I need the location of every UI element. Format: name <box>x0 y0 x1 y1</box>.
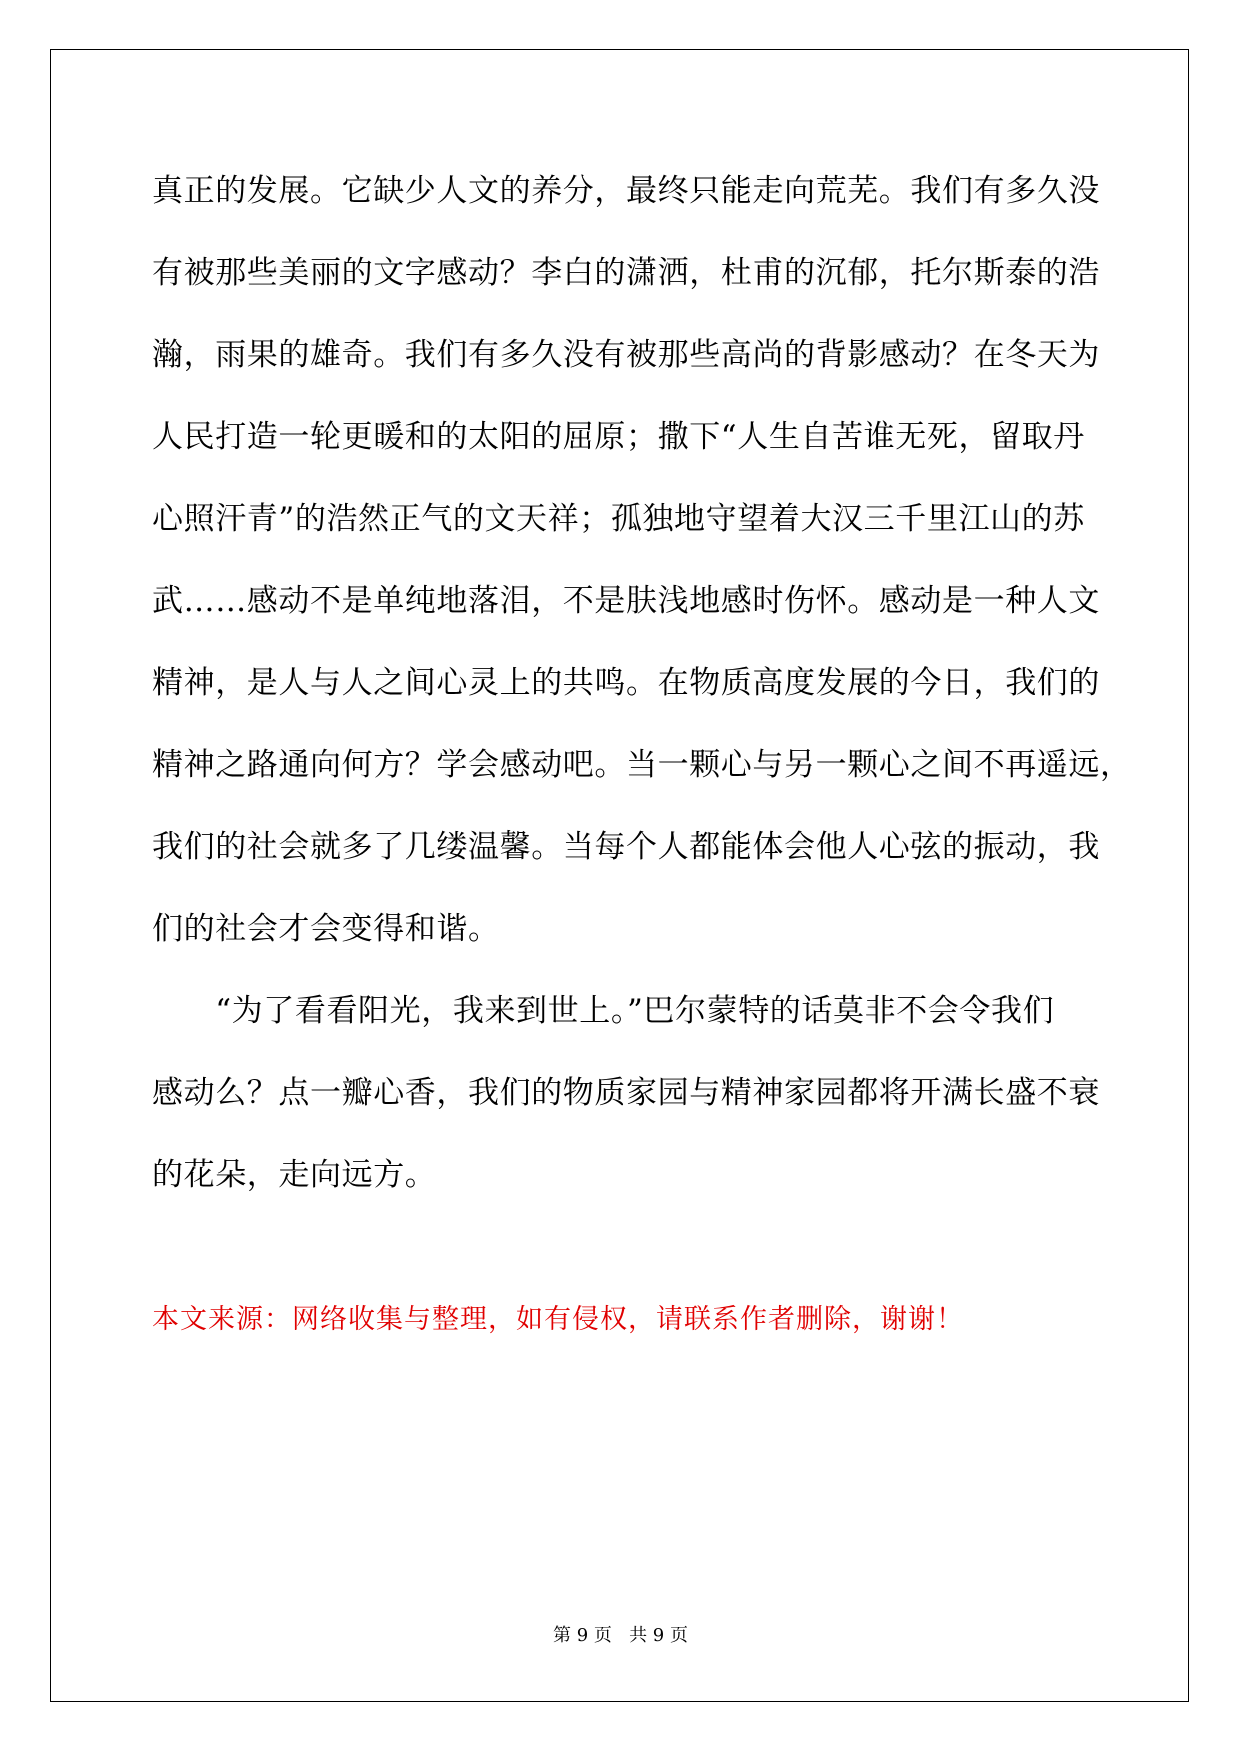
body-line: 瀚，雨果的雄奇。我们有多久没有被那些高尚的背影感动？在冬天为 <box>152 337 1100 373</box>
body-text <box>152 163 1132 1229</box>
body-line: 精神，是人与人之间心灵上的共鸣。在物质高度发展的今日，我们的 <box>152 665 1100 701</box>
body-line: 感动么？点一瓣心香，我们的物质家园与精神家园都将开满长盛不衰 <box>152 1075 1100 1111</box>
body-line: 武……感动不是单纯地落泪，不是肤浅地感时伤怀。感动是一种人文 <box>152 583 1100 619</box>
body-line: “为了看看阳光，我来到世上。”巴尔蒙特的话莫非不会令我们 <box>152 993 1055 1029</box>
body-line: 心照汗青”的浩然正气的文天祥；孤独地守望着大汉三千里江山的苏 <box>152 501 1085 537</box>
body-line: 精神之路通向何方？学会感动吧。当一颗心与另一颗心之间不再遥远， <box>152 747 1132 783</box>
body-line: 们的社会才会变得和谐。 <box>152 911 500 947</box>
body-line: 的花朵，走向远方。 <box>152 1157 437 1193</box>
body-line: 有被那些美丽的文字感动？李白的潇洒，杜甫的沉郁，托尔斯泰的浩 <box>152 255 1100 291</box>
body-line: 人民打造一轮更暖和的太阳的屈原；撒下“人生自苦谁无死，留取丹 <box>152 419 1085 455</box>
body-line: 真正的发展。它缺少人文的养分，最终只能走向荒芜。我们有多久没 <box>152 173 1100 209</box>
page-footer: 第 9 页 共 9 页 <box>553 1625 688 1646</box>
source-notice: 本文来源：网络收集与整理，如有侵权，请联系作者删除，谢谢！ <box>152 1304 964 1335</box>
body-line: 我们的社会就多了几缕温馨。当每个人都能体会他人心弦的振动，我 <box>152 829 1100 865</box>
